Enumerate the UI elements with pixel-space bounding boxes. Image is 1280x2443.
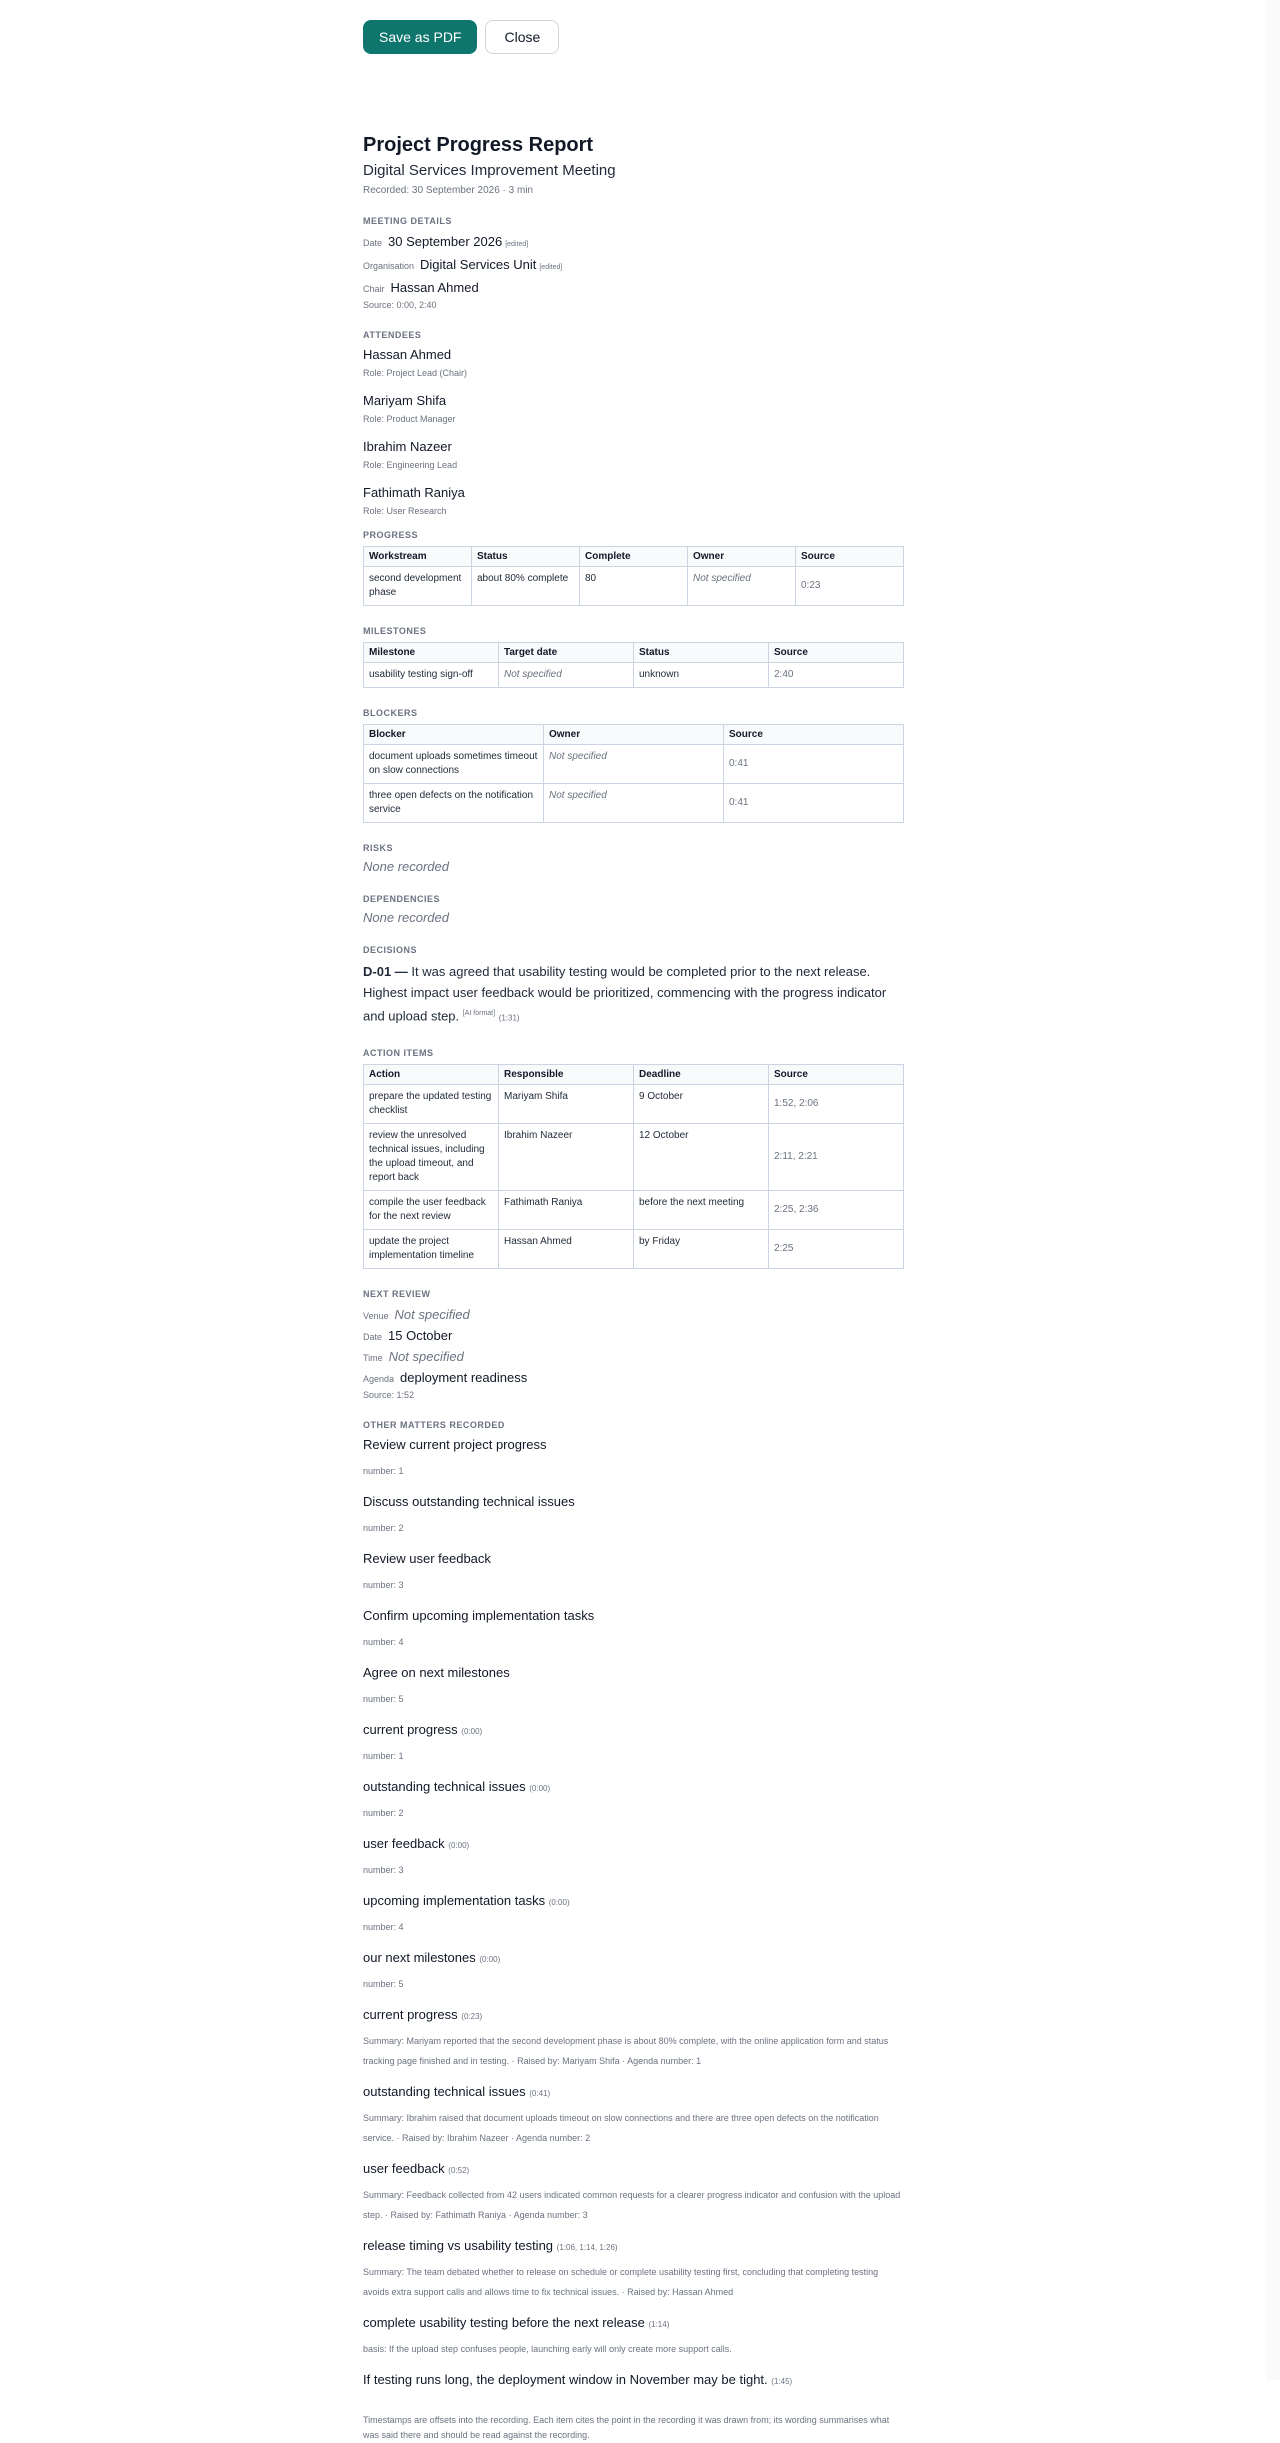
- table-cell: second development phase: [364, 567, 472, 606]
- timestamp: (1:45): [771, 2377, 793, 2387]
- section-title: DECISIONS: [363, 945, 418, 955]
- detail-label: Venue: [363, 1311, 389, 1322]
- table-header-row: [364, 725, 904, 745]
- list-item: [363, 1721, 904, 1766]
- scrollbar-track[interactable]: [1266, 0, 1280, 2380]
- table-cell: update the project implementation timeline: [364, 1230, 499, 1269]
- item-title: Review user feedback: [363, 1551, 491, 1567]
- list-item: [363, 1607, 904, 1652]
- column-header: Complete: [580, 547, 688, 567]
- list-item: [363, 1949, 904, 1994]
- detail-organisation: [363, 255, 904, 278]
- table-cell: prepare the updated testing checklist: [364, 1085, 499, 1124]
- item-title: release timing vs usability testing: [363, 2238, 554, 2254]
- format-tag: [AI format]: [462, 1010, 496, 1017]
- item-detail: number: 4: [363, 1637, 404, 1648]
- list-item: [363, 2160, 904, 2225]
- source-cell: 2:11, 2:21: [769, 1124, 904, 1191]
- section-title: ATTENDEES: [363, 330, 422, 340]
- source-cell: 2:40: [769, 663, 904, 688]
- edited-tag: [edited]: [539, 264, 563, 271]
- table-cell: by Friday: [634, 1230, 769, 1269]
- close-button[interactable]: Close: [485, 20, 559, 54]
- empty-value: None recorded: [363, 859, 449, 874]
- progress-section: [363, 530, 904, 606]
- source-cell: 2:25: [769, 1230, 904, 1269]
- attendee-role: Role: Engineering Lead: [363, 460, 458, 470]
- list-item: [363, 2314, 904, 2359]
- table-row: [364, 784, 904, 823]
- list-item: [363, 2006, 904, 2071]
- item-title: user feedback: [363, 2161, 445, 2177]
- list-item: [363, 1436, 904, 1481]
- review-venue: [363, 1305, 904, 1326]
- timestamp: (0:41): [529, 2089, 551, 2099]
- detail-value: Hassan Ahmed: [390, 280, 479, 295]
- action-items-table: [363, 1064, 904, 1269]
- attendee-role: Role: Product Manager: [363, 414, 456, 424]
- item-detail: basis: If the upload step confuses people, launching early will only create more support calls.: [363, 2344, 732, 2355]
- item-detail: Summary: Ibrahim raised that document uploads timeout on slow connections and there are three open defects on the notification service. · Raised by: Ibrahim Nazeer · Agenda number: 2: [363, 2113, 879, 2144]
- attendee-name: Fathimath Raniya: [363, 485, 465, 500]
- column-header: Blocker: [364, 725, 544, 745]
- item-title: user feedback: [363, 1836, 445, 1852]
- blockers-table: [363, 724, 904, 823]
- item-title: outstanding technical issues: [363, 1779, 526, 1795]
- attendees-section: [363, 330, 904, 516]
- item-title: current progress: [363, 2007, 458, 2023]
- attendee: [363, 346, 904, 378]
- table-row: [364, 1230, 904, 1269]
- table-row: [364, 663, 904, 688]
- milestones-section: [363, 626, 904, 688]
- table-cell: Fathimath Raniya: [499, 1191, 634, 1230]
- table-row: [364, 567, 904, 606]
- list-item: [363, 1664, 904, 1709]
- item-detail: number: 1: [363, 1466, 404, 1477]
- review-time: [363, 1347, 904, 1368]
- table-header-row: [364, 547, 904, 567]
- save-as-pdf-button[interactable]: Save as PDF: [363, 20, 477, 54]
- column-header: Source: [724, 725, 904, 745]
- table-header-row: [364, 643, 904, 663]
- detail-value: Not specified: [394, 1307, 470, 1323]
- list-item: [363, 2237, 904, 2302]
- footer-note: Timestamps are offsets into the recording. Each item cites the point in the recording it was drawn from; its wording summarises what was said there and should be read against the recording.: [363, 2415, 890, 2441]
- next-review-section: [363, 1289, 904, 1400]
- action-items-section: [363, 1048, 904, 1269]
- risks-section: [363, 843, 904, 874]
- column-header: Milestone: [364, 643, 499, 663]
- section-title: DEPENDENCIES: [363, 894, 441, 904]
- section-title: MILESTONES: [363, 626, 427, 636]
- detail-label: Date: [363, 1332, 383, 1343]
- item-detail: number: 5: [363, 1979, 404, 1990]
- table-cell: document uploads sometimes timeout on slow connections: [364, 745, 544, 784]
- decision-id: D-01 —: [363, 964, 408, 979]
- item-detail: Summary: The team debated whether to release on schedule or complete usability testing first, concluding that completing testing avoids extra support calls and allows time to fix technical issues. · Raised by: Hassan Ahmed: [363, 2267, 879, 2298]
- table-cell: Not specified: [544, 784, 724, 823]
- list-item: [363, 1778, 904, 1823]
- section-title: MEETING DETAILS: [363, 216, 452, 226]
- timestamp: (0:00): [479, 1955, 501, 1965]
- detail-label: Time: [363, 1353, 383, 1364]
- source-cell: 0:23: [796, 567, 904, 606]
- other-matters-section: [363, 1420, 904, 2391]
- table-header-row: [364, 1065, 904, 1085]
- decision-text: It was agreed that usability testing would be completed prior to the next release. Highest impact user feedback would be prioritized, commencing with the progress indicator and upload step.: [363, 964, 887, 1024]
- table-cell: unknown: [634, 663, 769, 688]
- attendee-name: Mariyam Shifa: [363, 393, 447, 408]
- table-cell: compile the user feedback for the next review: [364, 1191, 499, 1230]
- attendee: [363, 392, 904, 424]
- timestamp: (0:00): [529, 1784, 551, 1794]
- detail-label: Date: [363, 238, 383, 248]
- source-cell: 2:25, 2:36: [769, 1191, 904, 1230]
- column-header: Owner: [688, 547, 796, 567]
- section-title: BLOCKERS: [363, 708, 418, 718]
- table-cell: 80: [580, 567, 688, 606]
- table-row: [364, 745, 904, 784]
- item-title: upcoming implementation tasks: [363, 1893, 546, 1909]
- detail-value: deployment readiness: [400, 1370, 528, 1386]
- source-cell: 0:41: [724, 745, 904, 784]
- list-item: [363, 1835, 904, 1880]
- table-cell: Not specified: [499, 663, 634, 688]
- timestamp: (0:23): [461, 2012, 483, 2022]
- column-header: Status: [472, 547, 580, 567]
- item-title: Discuss outstanding technical issues: [363, 1494, 575, 1510]
- table-cell: about 80% complete: [472, 567, 580, 606]
- list-item: [363, 1892, 904, 1937]
- dependencies-section: [363, 894, 904, 925]
- timestamp: (1:06, 1:14, 1:26): [556, 2243, 618, 2253]
- attendee: [363, 484, 904, 516]
- page-subtitle: Digital Services Improvement Meeting: [363, 162, 616, 179]
- section-title: NEXT REVIEW: [363, 1289, 431, 1300]
- list-item: [363, 1493, 904, 1538]
- progress-table: [363, 546, 904, 606]
- item-title: outstanding technical issues: [363, 2084, 526, 2100]
- column-header: Responsible: [499, 1065, 634, 1085]
- column-header: Owner: [544, 725, 724, 745]
- list-item: [363, 2083, 904, 2148]
- table-cell: before the next meeting: [634, 1191, 769, 1230]
- list-item: [363, 1550, 904, 1595]
- section-title: RISKS: [363, 843, 394, 853]
- empty-value: None recorded: [363, 910, 449, 925]
- table-cell: usability testing sign-off: [364, 663, 499, 688]
- item-detail: Summary: Mariyam reported that the second development phase is about 80% complete, with the online application form and status tracking page finished and in testing. · Raised by: Mariyam Shifa · Agenda number: 1: [363, 2036, 889, 2067]
- item-detail: number: 1: [363, 1751, 404, 1762]
- source-note: Source: 1:52: [363, 1390, 415, 1401]
- item-detail: number: 4: [363, 1922, 404, 1933]
- timestamp: (1:31): [498, 1013, 520, 1023]
- table-row: [364, 1191, 904, 1230]
- column-header: Source: [796, 547, 904, 567]
- list-item: [363, 2371, 904, 2391]
- detail-label: Organisation: [363, 261, 415, 271]
- item-title: If testing runs long, the deployment window in November may be tight.: [363, 2372, 768, 2388]
- section-title: OTHER MATTERS RECORDED: [363, 1420, 505, 1431]
- timestamp: (0:00): [548, 1898, 570, 1908]
- milestones-table: [363, 642, 904, 688]
- blockers-section: [363, 708, 904, 823]
- item-title: Review current project progress: [363, 1437, 547, 1453]
- meeting-details-section: [363, 216, 904, 310]
- timestamp: (0:00): [448, 1841, 470, 1851]
- item-detail: number: 3: [363, 1865, 404, 1876]
- attendee-name: Ibrahim Nazeer: [363, 439, 452, 454]
- item-detail: number: 3: [363, 1580, 404, 1591]
- section-title: ACTION ITEMS: [363, 1048, 434, 1059]
- edited-tag: [edited]: [505, 241, 529, 248]
- item-detail: number: 2: [363, 1808, 404, 1819]
- detail-date: [363, 232, 904, 255]
- table-cell: Not specified: [688, 567, 796, 606]
- detail-value: Not specified: [388, 1349, 464, 1365]
- source-cell: 0:41: [724, 784, 904, 823]
- report-container: [363, 20, 904, 2443]
- table-cell: Not specified: [544, 745, 724, 784]
- attendee-role: Role: Project Lead (Chair): [363, 368, 468, 378]
- detail-value: Digital Services Unit: [420, 257, 537, 272]
- attendee-role: Role: User Research: [363, 506, 447, 516]
- detail-value: 30 September 2026: [388, 234, 503, 249]
- review-agenda: [363, 1368, 904, 1389]
- column-header: Status: [634, 643, 769, 663]
- decision-item: [363, 961, 904, 1028]
- detail-chair: [363, 278, 904, 299]
- table-cell: 12 October: [634, 1124, 769, 1191]
- source-cell: 1:52, 2:06: [769, 1085, 904, 1124]
- detail-value: 15 October: [388, 1328, 453, 1344]
- item-detail: Summary: Feedback collected from 42 users indicated common requests for a clearer progress indicator and confusion with the upload step. · Raised by: Fathimath Raniya · Agenda number: 3: [363, 2190, 901, 2221]
- recorded-info: Recorded: 30 September 2026 · 3 min: [363, 185, 534, 196]
- item-title: our next milestones: [363, 1950, 476, 1966]
- item-title: Agree on next milestones: [363, 1665, 510, 1681]
- item-detail: number: 5: [363, 1694, 404, 1705]
- column-header: Deadline: [634, 1065, 769, 1085]
- item-title: complete usability testing before the next release: [363, 2315, 645, 2331]
- table-cell: Hassan Ahmed: [499, 1230, 634, 1269]
- item-detail: number: 2: [363, 1523, 404, 1534]
- source-note: Source: 0:00, 2:40: [363, 300, 437, 310]
- review-date: [363, 1326, 904, 1347]
- column-header: Source: [769, 1065, 904, 1085]
- table-cell: three open defects on the notification service: [364, 784, 544, 823]
- item-title: current progress: [363, 1722, 458, 1738]
- table-row: [364, 1124, 904, 1191]
- table-cell: 9 October: [634, 1085, 769, 1124]
- table-cell: review the unresolved technical issues, including the upload timeout, and report back: [364, 1124, 499, 1191]
- detail-label: Chair: [363, 284, 385, 294]
- column-header: Action: [364, 1065, 499, 1085]
- decisions-section: [363, 945, 904, 1028]
- table-row: [364, 1085, 904, 1124]
- timestamp: (0:52): [448, 2166, 470, 2176]
- table-cell: Ibrahim Nazeer: [499, 1124, 634, 1191]
- page-title: Project Progress Report: [363, 134, 594, 156]
- column-header: Source: [769, 643, 904, 663]
- item-title: Confirm upcoming implementation tasks: [363, 1608, 595, 1624]
- toolbar: [363, 20, 904, 54]
- column-header: Target date: [499, 643, 634, 663]
- section-title: PROGRESS: [363, 530, 419, 540]
- attendee-name: Hassan Ahmed: [363, 347, 452, 362]
- timestamp: (1:14): [648, 2320, 670, 2330]
- column-header: Workstream: [364, 547, 472, 567]
- timestamp: (0:00): [461, 1727, 483, 1737]
- table-cell: Mariyam Shifa: [499, 1085, 634, 1124]
- detail-label: Agenda: [363, 1374, 395, 1385]
- attendee: [363, 438, 904, 470]
